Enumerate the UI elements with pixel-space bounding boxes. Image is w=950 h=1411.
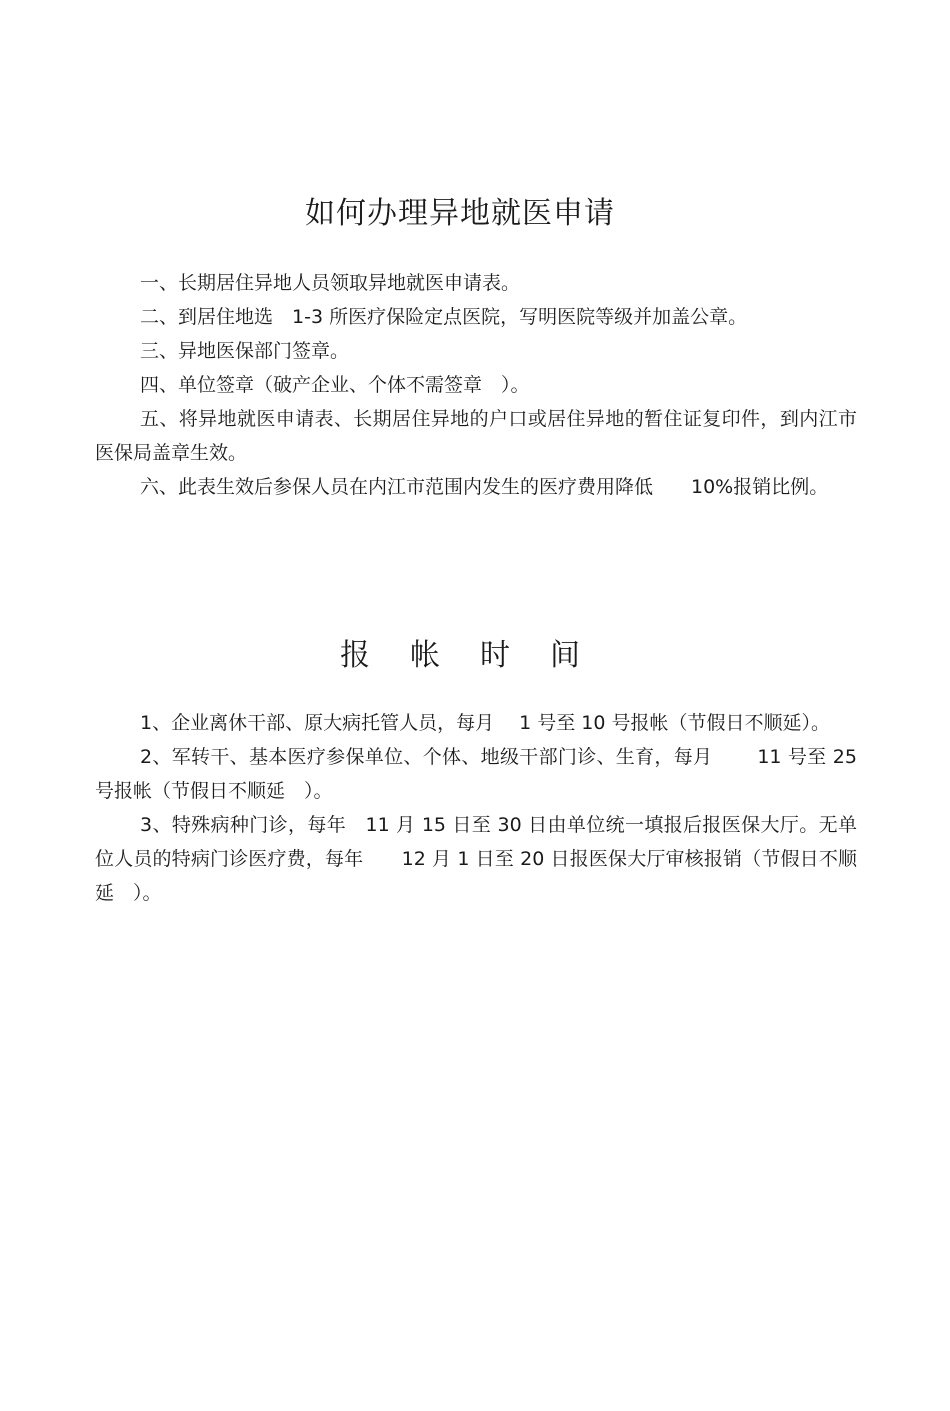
schedule-item-2: 2、军转干、基本医疗参保单位、个体、地级干部门诊、生育，每月 11 号至 25 号报帐（节假日不顺延 ）。	[95, 746, 857, 802]
step-6: 六、此表生效后参保人员在内江市范围内发生的医疗费用降低 10%报销比例。	[140, 476, 829, 498]
application-steps	[95, 266, 857, 504]
section-title-reimbursement-time	[0, 630, 920, 674]
section-title-char: 时	[480, 638, 510, 673]
step-4: 四、单位签章（破产企业、个体不需签章 ）。	[140, 374, 530, 396]
section-title-char: 报	[340, 638, 370, 673]
step-1: 一、长期居住异地人员领取异地就医申请表。	[140, 272, 521, 294]
reimbursement-schedule	[95, 706, 857, 910]
section-title-char: 间	[550, 638, 580, 673]
step-3: 三、异地医保部门签章。	[140, 340, 350, 362]
schedule-item-3: 3、特殊病种门诊，每年 11 月 15 日至 30 日由单位统一填报后报医保大厅。无单位人员的特病门诊医疗费，每年 12 月 1 日至 20 日报医保大厅审核报销（节假日不顺延 ）。	[95, 814, 857, 904]
section-title-char: 帐	[410, 638, 440, 673]
step-5: 五、将异地就医申请表、长期居住异地的户口或居住异地的暂住证复印件，到内江市医保局盖章生效。	[95, 408, 857, 464]
page-title: 如何办理异地就医申请	[305, 196, 615, 231]
schedule-item-1: 1、企业离休干部、原大病托管人员，每月 1 号至 10 号报帐（节假日不顺延）。	[140, 712, 831, 734]
step-2: 二、到居住地选 1-3 所医疗保险定点医院，写明医院等级并加盖公章。	[140, 306, 748, 328]
